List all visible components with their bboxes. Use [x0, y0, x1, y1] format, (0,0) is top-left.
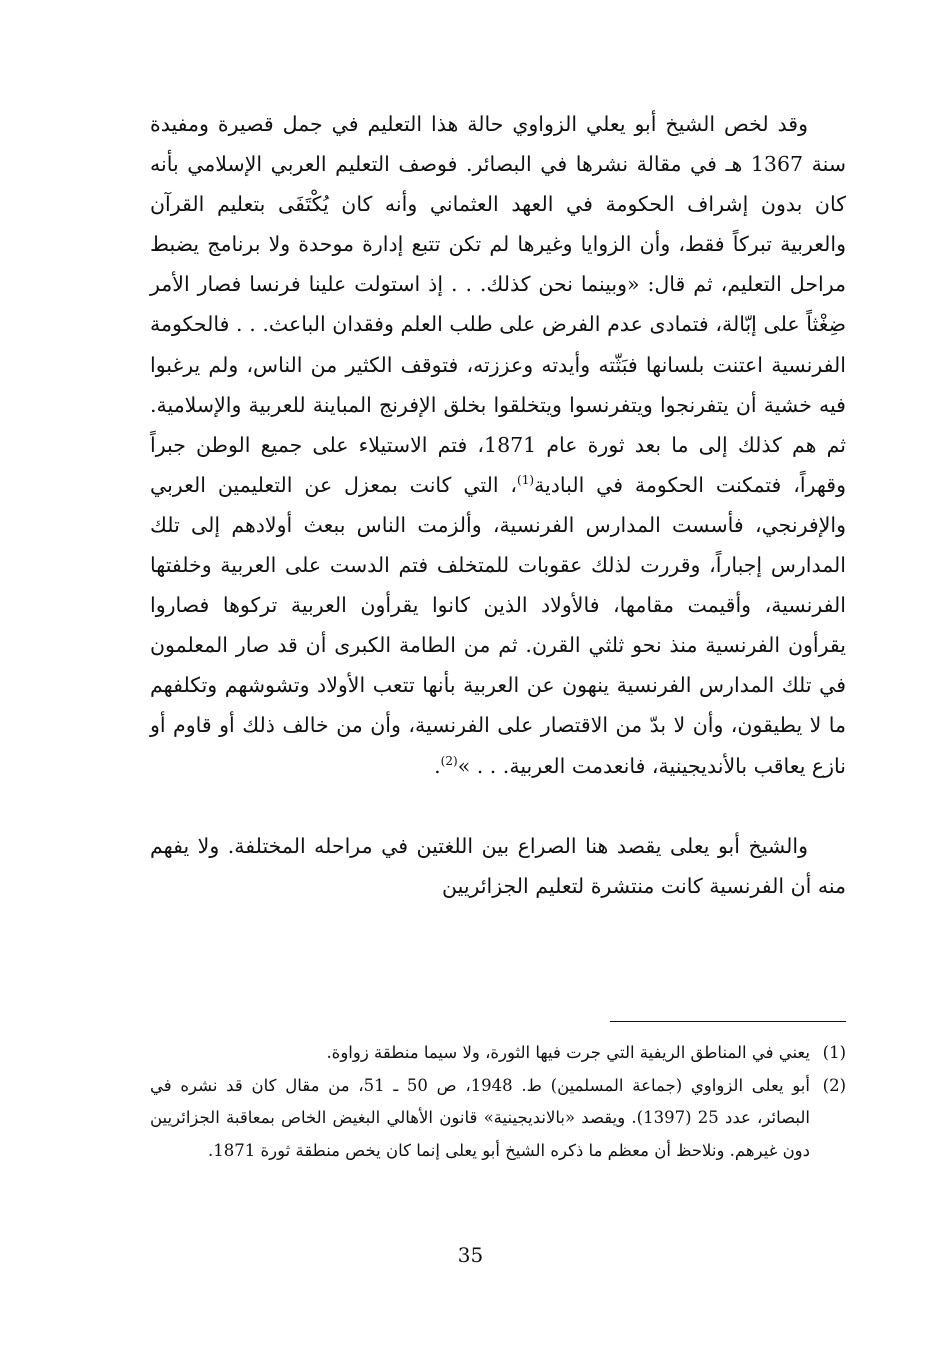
page-number: 35 [457, 1243, 484, 1267]
main-text [150, 104, 846, 906]
paragraph-end: . [434, 753, 441, 778]
footnotes [150, 1037, 846, 1167]
footnote-separator [610, 1021, 846, 1022]
paragraph-text: ، التي كانت بمعزل عن التعليمين العربي والإفرنجي، فأسست المدارس الفرنسية، وألزمت الناس ببعث أولادهم إلى تلك المدارس إجباراً، وقررت لذلك عقوبات للمتخلف فتم الدست على العربية وخلفتها الفرنسية، وأقيمت مقامها، فالأولاد الذين كانوا يقرأون العربية تركوها فصاروا يقرأون الفرنسية منذ نحو ثلثي القرن. ثم من الطامة الكبرى أن قد صار المعلمون في تلك المدارس الفرنسية ينهون عن العربية بأنها تتعب الأولاد وتشوشهم وتكلفهم ما لا يطيقون، وأن لا بدّ من الاقتصار على الفرنسية، وأن من خالف ذلك أو قاوم أو نازع يعاقب بالأنديجينية، فانعدمت العربية. . . » [150, 472, 846, 778]
footnote-number: (1) [822, 1043, 846, 1062]
paragraph: والشيخ أبو يعلى يقصد هنا الصراع بين اللغتين في مراحله المختلفة. ولا يفهم منه أن الفرنسية كانت منتشرة لتعليم الجزائريين [150, 833, 846, 898]
footnote-text: أبو يعلى الزواوي (جماعة المسلمين) ط. 1948، ص 50 ـ 51، من مقال كان قد نشره في البصائر، عدد 25 (1397). ويقصد «بالانديجينية» قانون الأهالي البغيض الخاص بمعاقبة الجزائريين دون غيرهم. ونلاحظ أن معظم ما ذكره الشيخ أبو يعلى إنما كان يخص منطقة ثورة 1871. [150, 1075, 810, 1160]
footnote-number: (2) [822, 1075, 846, 1095]
footnote [150, 1070, 846, 1168]
footnote [150, 1037, 846, 1070]
footnote-ref: (2) [440, 753, 458, 768]
paragraph-text: وقد لخص الشيخ أبو يعلي الزواوي حالة هذا التعليم في جمل قصيرة ومفيدة سنة 1367 هـ في مقالة نشرها في البصائر. فوصف التعليم العربي الإسلامي بأنه كان بدون إشراف الحكومة في العهد العثماني وأنه كان يُكْتَفَى بتعليم القرآن والعربية تبركاً فقط، وأن الزوايا وغيرها لم تكن تتبع إدارة موحدة ولا برنامج يضبط مراحل التعليم، ثم قال: «وبينما نحن كذلك. . . إذ استولت علينا فرنسا فصار الأمر ضِغْثاً على إبّالة، فتمادى عدم الفرض على طلب العلم وفقدان الباعث. . . فالحكومة الفرنسية اعتنت بلسانها فبَثّته وأيدته وعززته، فتوقف الكثير من الناس، ولم يرغبوا فيه خشية أن يتفرنجوا ويتفرنسوا ويتخلقوا بخلق الإفرنج المباينة للعربية والإسلامية. ثم هم كذلك إلى ما بعد ثورة عام 1871، فتم الاستيلاء على جميع الوطن جبراً وقهراً، فتمكنت الحكومة في البادية [150, 112, 846, 497]
paragraph [150, 104, 846, 786]
footnote-text: يعني في المناطق الريفية التي جرت فيها الثورة، ولا سيما منطقة زواوة. [326, 1043, 810, 1062]
footnote-ref: (1) [517, 473, 535, 488]
